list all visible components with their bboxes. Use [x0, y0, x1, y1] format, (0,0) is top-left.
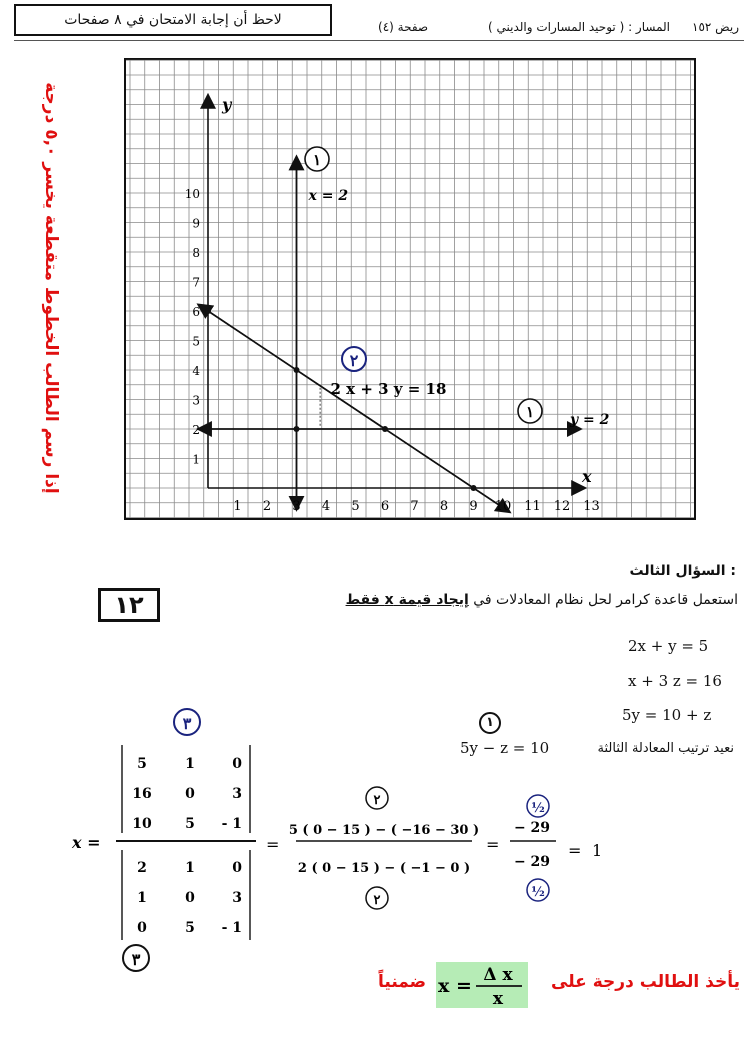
matrix-cell: - 1: [221, 920, 242, 936]
x-tick-label: 7: [410, 499, 419, 514]
mark-three-bottom: [123, 945, 149, 971]
data-point: [382, 426, 388, 432]
svg-text:½: ½: [531, 801, 545, 816]
label-line-y2: y = 2: [570, 412, 610, 428]
svg-text:٢: ٢: [373, 893, 381, 908]
result-value: 1: [592, 841, 603, 860]
matrix-cell: 0: [232, 756, 242, 772]
mark-half-bottom: [527, 879, 549, 901]
matrix-cell: 1: [185, 860, 195, 876]
data-point: [294, 426, 300, 432]
formula-highlight: [436, 962, 528, 1008]
question-title: السؤال الثالث :: [629, 563, 736, 579]
cramer-solution: [60, 700, 620, 980]
matrix-cell: 0: [185, 786, 195, 802]
side-note: إذا رسم الطالب الخطوط متقطعة يخسر ٥,٠ درجة: [41, 82, 61, 494]
equation-3: 5y = 10 + z: [622, 706, 712, 724]
y-tick-label: 7: [192, 275, 200, 290]
x-tick-label: 9: [469, 499, 478, 514]
formula-den: x: [492, 989, 504, 1008]
matrix-cell: 16: [132, 786, 152, 802]
x-tick-label: 11: [524, 499, 541, 514]
matrix-cell: 0: [232, 860, 242, 876]
denominator-expression: 2 ( 0 − 15 ) − ( −1 − 0 ): [297, 861, 471, 876]
y-tick-label: 4: [192, 364, 200, 378]
instruction: استعمل قاعدة كرامر لحل نظام المعادلات في إيجاد قيمة x فقط: [345, 592, 738, 608]
equation-1: 2x + y = 5: [628, 637, 709, 655]
formula-eq: =: [456, 975, 472, 997]
mark-half-top: [527, 795, 549, 817]
mark-three-top: [174, 709, 200, 735]
matrix-cell: 5: [137, 756, 147, 772]
x-tick-label: 12: [553, 499, 571, 514]
x-axis-label: x: [582, 467, 592, 486]
svg-text:½: ½: [531, 885, 545, 900]
x-tick-label: 10: [494, 499, 512, 514]
exam-note-box: لاحظ أن إجابة الامتحان في ٨ صفحات: [14, 4, 332, 36]
data-point: [471, 485, 477, 491]
formula-lhs: x: [438, 975, 450, 997]
page-number: صفحة (٤): [378, 20, 429, 34]
reorder-note: نعيد ترتيب المعادلة الثالثة: [597, 741, 734, 756]
matrix-cell: - 1: [221, 816, 242, 832]
score-box: ١٢: [98, 588, 160, 622]
matrix-cell: 10: [132, 816, 152, 832]
y-tick-label: 9: [192, 216, 200, 231]
data-point: [294, 367, 300, 373]
mark-two-top: [366, 787, 388, 809]
y-tick-label: 5: [192, 334, 200, 349]
x-tick-label: 8: [439, 499, 449, 514]
grading-note: [370, 960, 750, 1010]
numerator-expression: 5 ( 0 − 15 ) − ( −16 − 30 ): [288, 823, 480, 838]
label-main-line: 2 x + 3 y = 18: [330, 380, 447, 398]
header-divider: [14, 40, 744, 41]
course-code: ريض ١٥٢: [692, 20, 739, 34]
mark-one-right: [518, 399, 542, 423]
matrix-cell: 0: [185, 890, 195, 906]
matrix-cell: 3: [232, 786, 242, 802]
matrix-cell: 1: [185, 756, 195, 772]
svg-text:١: ١: [525, 403, 535, 421]
y-tick-label: 8: [192, 246, 200, 260]
matrix-cell: 1: [137, 890, 147, 906]
y-tick-label: 1: [192, 452, 200, 467]
svg-text:٣: ٣: [131, 950, 141, 969]
x-tick-label: 13: [583, 499, 600, 514]
x-tick-label: 5: [351, 499, 360, 514]
y-tick-label: 2: [192, 423, 200, 437]
equals-3: =: [568, 841, 582, 860]
numerator-value: − 29: [513, 820, 551, 836]
numerator-matrix: [122, 745, 250, 833]
x-tick-label: 1: [233, 499, 242, 514]
mark-one-top: [305, 147, 329, 171]
denominator-value: − 29: [513, 854, 551, 870]
svg-text:٢: ٢: [349, 351, 359, 370]
coordinate-graph: [124, 58, 696, 520]
data-point: [205, 308, 211, 314]
matrix-cell: 5: [185, 816, 195, 832]
denominator-matrix: [122, 850, 250, 940]
x-equals: x =: [72, 833, 101, 852]
equation-2: x + 3 z = 16: [628, 672, 722, 690]
label-line-x2: x = 2: [308, 188, 349, 204]
matrix-cell: 5: [185, 920, 195, 936]
formula-num: Δ x: [483, 965, 513, 985]
svg-text:٢: ٢: [373, 793, 381, 808]
svg-text:١: ١: [312, 151, 322, 169]
x-tick-label: 2: [262, 499, 272, 514]
equation-3-reordered: 5y − z = 10: [460, 739, 550, 757]
y-tick-label: 3: [192, 393, 200, 408]
mark-one-question: ١: [479, 712, 501, 734]
equals-1: =: [266, 835, 280, 854]
x-tick-label: 4: [321, 499, 331, 514]
matrix-cell: 0: [137, 920, 147, 936]
implicit-formula: [436, 962, 528, 1008]
mark-two: [342, 347, 366, 371]
instruction-emphasis: إيجاد قيمة x فقط: [345, 592, 469, 608]
svg-text:٣: ٣: [182, 714, 192, 733]
x-tick-label: 3: [292, 499, 301, 514]
grading-note-text: يأخذ الطالب درجة على: [551, 972, 740, 992]
x-tick-label: 6: [380, 499, 390, 514]
matrix-cell: 3: [232, 890, 242, 906]
matrix-cell: 2: [137, 860, 147, 876]
y-tick-label: 6: [192, 305, 200, 319]
mark-two-bottom: [366, 887, 388, 909]
y-tick-label: 10: [184, 187, 200, 201]
track-label: المسار : ( توحيد المسارات والديني ): [488, 20, 671, 34]
formula-suffix: ضمنياً: [378, 972, 427, 992]
equals-2: =: [486, 835, 500, 854]
y-axis-label: y: [222, 95, 232, 114]
